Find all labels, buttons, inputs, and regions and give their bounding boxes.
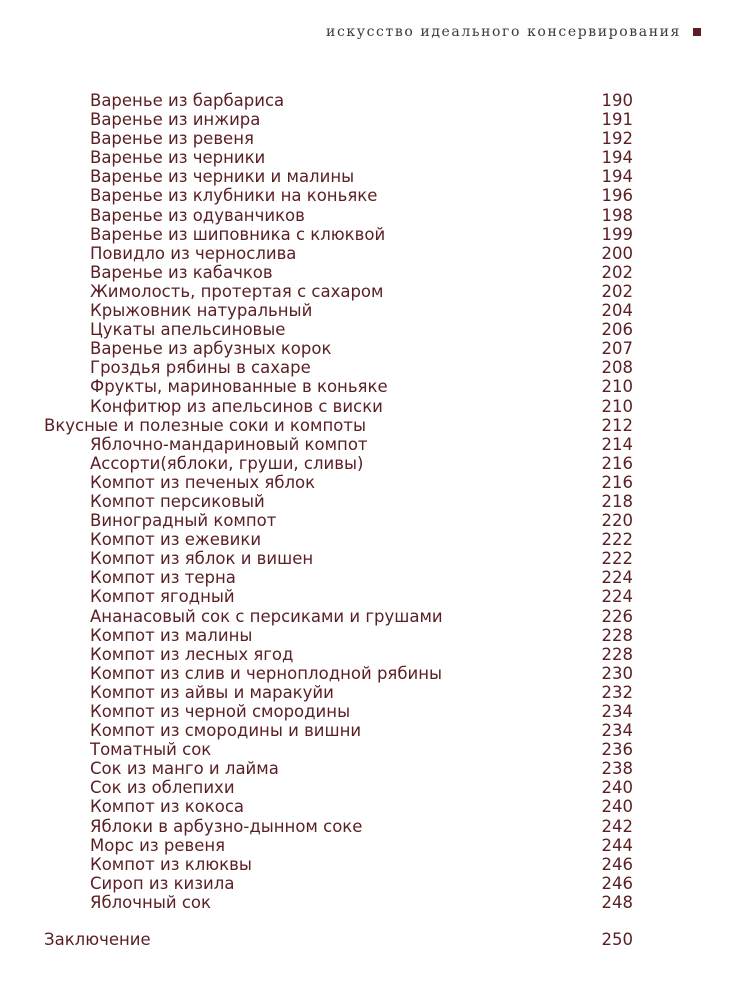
toc-entry: [0, 607, 739, 626]
toc-entry-title: Конфитюр из апельсинов с виски: [90, 396, 383, 416]
toc-entry-title: Компот из слив и черноплодной рябины: [90, 663, 443, 683]
toc-entry-page: 196: [601, 186, 633, 206]
toc-entry-page: 218: [601, 491, 633, 511]
toc-entry-title: Компот из кокоса: [90, 797, 245, 817]
toc-entry-page: 194: [601, 148, 633, 168]
toc-entry-title: Компот из яблок и вишен: [90, 549, 314, 569]
toc-entry-page: 190: [601, 91, 633, 110]
toc-entry-page: 230: [601, 663, 633, 683]
toc-entry: [0, 263, 739, 282]
toc-entry-title: Компот из лесных ягод: [90, 644, 294, 664]
toc-entry-page: 240: [601, 778, 633, 798]
toc-entry-title: Компот из терна: [90, 568, 236, 588]
toc-entry: [0, 759, 739, 778]
toc-entry-page: 192: [601, 129, 633, 149]
toc-entry-title: Заключение: [44, 930, 151, 950]
toc-entry-title: Жимолость, протертая с сахаром: [90, 281, 384, 301]
toc-entry: [0, 282, 739, 301]
toc-entry-title: Компот из клюквы: [90, 854, 252, 874]
toc-entry-page: 228: [601, 644, 633, 664]
toc-entry-page: 224: [601, 587, 633, 607]
toc-entry-title: Яблоки в арбузно-дынном соке: [90, 816, 363, 836]
toc-entry-page: 224: [601, 568, 633, 588]
toc-entry: [0, 225, 739, 244]
toc-entry-title: Томатный сок: [90, 740, 212, 760]
toc-entry-title: Компот из смородины и вишни: [90, 721, 362, 741]
toc-entry-title: Вкусные и полезные соки и компоты: [44, 415, 366, 435]
running-header-title: искусство идеального консервирования: [326, 24, 681, 40]
toc-entry-title: Фрукты, маринованные в коньяке: [90, 377, 388, 397]
toc-section-entry: [0, 416, 739, 435]
toc-entry: [0, 702, 739, 721]
toc-entry-page: 208: [601, 358, 633, 378]
toc-entry: [0, 167, 739, 186]
toc-entry: [0, 186, 739, 205]
toc-entry: [0, 530, 739, 549]
toc-entry: [0, 778, 739, 797]
toc-entry: [0, 568, 739, 587]
toc-entry-title: Яблочный сок: [90, 892, 211, 912]
toc-entry-title: Варенье из барбариса: [90, 91, 285, 110]
toc-entry-page: 204: [601, 301, 633, 321]
toc-entry: [0, 148, 739, 167]
toc-entry-title: Повидло из чернослива: [90, 243, 297, 263]
toc-entry-page: 246: [601, 873, 633, 893]
toc-entry-page: 202: [601, 262, 633, 282]
toc-entry-title: Яблочно-мандариновый компот: [90, 434, 368, 454]
toc-entry-page: 236: [601, 740, 633, 760]
toc-entry: [0, 874, 739, 893]
toc-entry-title: Варенье из черники и малины: [90, 167, 355, 187]
toc-entry-title: Варенье из одуванчиков: [90, 205, 305, 225]
toc-entry-page: 234: [601, 702, 633, 721]
toc-entry-page: 222: [601, 549, 633, 569]
toc-entry: [0, 377, 739, 396]
toc-entry-title: Компот из айвы и маракуйи: [90, 682, 334, 702]
toc-entry-title: Компот ягодный: [90, 587, 235, 607]
toc-entry-title: Виноградный компот: [90, 511, 277, 531]
toc-entry-page: 226: [601, 606, 633, 626]
toc-entry-page: 198: [601, 205, 633, 225]
toc-section-entry: [0, 930, 739, 949]
toc-entry: [0, 435, 739, 454]
toc-entry: [0, 721, 739, 740]
toc-entry-page: 246: [601, 854, 633, 874]
toc-entry-page: 191: [601, 110, 633, 130]
toc-entry-page: 222: [601, 530, 633, 550]
toc-entry-title: Сок из облепихи: [90, 778, 235, 798]
toc-entry-title: Гроздья рябины в сахаре: [90, 358, 311, 378]
toc-entry-title: Цукаты апельсиновые: [90, 320, 286, 340]
toc-entry: [0, 473, 739, 492]
toc-entry: [0, 740, 739, 759]
toc-entry: [0, 91, 739, 110]
toc-entry: [0, 511, 739, 530]
toc-entry-page: 206: [601, 320, 633, 340]
toc-entry: [0, 836, 739, 855]
toc-entry-title: Варенье из инжира: [90, 110, 261, 130]
toc-entry-page: 214: [601, 434, 633, 454]
toc-entry-page: 250: [601, 930, 633, 950]
square-bullet-icon: [693, 28, 701, 36]
table-of-contents: [0, 91, 739, 949]
running-header: [326, 24, 701, 40]
toc-entry-page: 210: [601, 396, 633, 416]
toc-entry-page: 200: [601, 243, 633, 263]
toc-entry-page: 202: [601, 281, 633, 301]
toc-entry-title: Варенье из ревеня: [90, 129, 254, 149]
toc-entry-page: 248: [601, 892, 633, 912]
toc-entry-title: Ассорти(яблоки, груши, сливы): [90, 453, 364, 473]
toc-entry-page: 244: [601, 835, 633, 855]
toc-entry-title: Компот из ежевики: [90, 530, 262, 550]
toc-entry-page: 216: [601, 472, 633, 492]
toc-entry: [0, 817, 739, 836]
toc-entry: [0, 549, 739, 568]
toc-entry-page: 220: [601, 511, 633, 531]
toc-entry-page: 212: [601, 415, 633, 435]
toc-entry-title: Варенье из арбузных корок: [90, 339, 332, 359]
toc-entry-page: 228: [601, 625, 633, 645]
toc-entry-title: Крыжовник натуральный: [90, 301, 313, 321]
toc-entry: [0, 454, 739, 473]
toc-entry-title: Сок из манго и лайма: [90, 759, 279, 779]
toc-entry-page: 232: [601, 682, 633, 702]
toc-entry-title: Варенье из клубники на коньяке: [90, 186, 378, 206]
toc-entry: [0, 244, 739, 263]
toc-entry: [0, 301, 739, 320]
toc-entry-page: 242: [601, 816, 633, 836]
toc-entry-title: Варенье из черники: [90, 148, 266, 168]
toc-entry: [0, 855, 739, 874]
toc-entry: [0, 110, 739, 129]
toc-entry: [0, 206, 739, 225]
toc-entry-title: Компот персиковый: [90, 491, 265, 511]
toc-entry-title: Компот из черной смородины: [90, 702, 351, 721]
toc-entry-page: 207: [601, 339, 633, 359]
toc-entry: [0, 664, 739, 683]
toc-entry-title: Компот из печеных яблок: [90, 472, 316, 492]
toc-entry: [0, 397, 739, 416]
toc-entry-page: 216: [601, 453, 633, 473]
toc-entry: [0, 358, 739, 377]
toc-entry-title: Компот из малины: [90, 625, 253, 645]
toc-entry: [0, 339, 739, 358]
toc-entry-title: Варенье из кабачков: [90, 262, 273, 282]
toc-entry-title: Сироп из кизила: [90, 873, 235, 893]
toc-entry-title: Ананасовый сок с персиками и грушами: [90, 606, 443, 626]
toc-entry-page: 240: [601, 797, 633, 817]
toc-entry: [0, 893, 739, 912]
toc-entry: [0, 797, 739, 816]
toc-entry-title: Морс из ревеня: [90, 835, 226, 855]
toc-entry-page: 194: [601, 167, 633, 187]
toc-entry-page: 238: [601, 759, 633, 779]
toc-entry-page: 199: [601, 224, 633, 244]
toc-entry: [0, 683, 739, 702]
toc-entry-page: 210: [601, 377, 633, 397]
toc-entry-page: 234: [601, 721, 633, 741]
toc-entry: [0, 587, 739, 606]
toc-entry: [0, 492, 739, 511]
toc-entry: [0, 626, 739, 645]
toc-entry-title: Варенье из шиповника с клюквой: [90, 224, 386, 244]
toc-entry: [0, 645, 739, 664]
toc-entry: [0, 129, 739, 148]
toc-entry: [0, 320, 739, 339]
